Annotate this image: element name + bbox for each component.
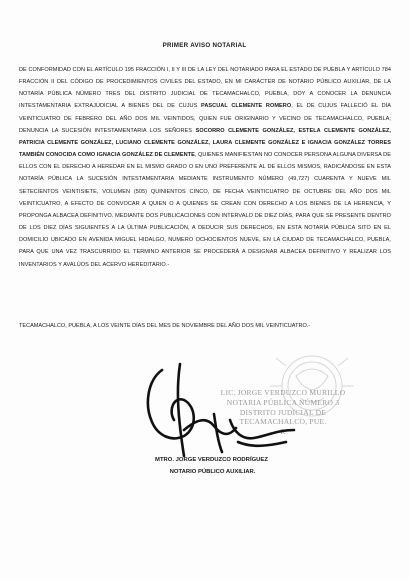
body-intro: DE CONFORMIDAD CON EL ARTÍCULO 195 FRACCIÓN I, II Y III DE LA LEY DEL NOTARIADO PARA EL ESTADO DE PUEBLA Y ARTÍCULO 784 FRACCIÓN II DEL CÓDIGO DE PROCEDIMIENTOS CIVILES DEL ESTADO, EN MI CARÁCTER DE NOTARIO PÚBLICO AUXILIAR, DE LA NOTARÍA PÚBLICA NÚMERO TRES DEL DISTRITO JUDICIAL DE TECAMACHALCO, PUEBLA, DOY A CONOCER LA DENUNCIA INTESTAMENTARIA EXTRAJUDICIAL A BIENES DEL DE CUJUS bbox=[19, 67, 391, 110]
signer-name: MTRO. JORGE VERDUZCO RODRÍGUEZ bbox=[155, 457, 268, 463]
signer-block bbox=[0, 455, 409, 478]
seal-line-name: LIC. JORGE VERDUZCO MURILLO bbox=[220, 388, 346, 397]
heirs-names: SOCORRO CLEMENTE GONZÁLEZ, ESTELA CLEMENTE GONZÁLEZ, PATRICIA CLEMENTE GONZÁLEZ, LUCIANO CLEMENTE GONZÁLEZ, LAURA CLEMENTE GONZÁLEZ E IGNACIA GONZÁLEZ TORRES TAMBIÉN CONOCIDA COMO IGNACIA GONZÁLEZ DE CLEMENTE bbox=[19, 127, 391, 159]
seal-line-notary: NOTARIA PÚBLICA NÚMERO 3 bbox=[226, 397, 340, 407]
deceased-name: PASCUAL CLEMENTE ROMERO bbox=[201, 103, 292, 110]
closing-date-line: TECAMACHALCO, PUEBLA, A LOS VEINTE DÍAS DEL MES DE NOVIEMBRE DEL AÑO DOS MIL VEINTICUATRO.- bbox=[19, 323, 311, 329]
notice-title: PRIMER AVISO NOTARIAL bbox=[162, 42, 247, 49]
body-middle: , EL DE CUJUS FALLECIÓ EL DÍA VEINTICUATRO DE FEBRERO DEL AÑO DOS MIL VEINTIDOS, QUIEN FUE ORIGINARIO Y VECINO DE TECAMACHALCO, PUEBLA; DENUNCIA LA SUCESIÓN INTESTAMENTARIA LOS SEÑORES bbox=[19, 103, 391, 134]
signer-role: NOTARIO PÚBLICO AUXILIAR. bbox=[169, 468, 256, 475]
body-rest: , QUIENES MANIFIESTAN NO CONOCER PERSONA ALGUNA DIVERSA DE ELLOS CON EL DERECHO A HEREDAR EN EL MISMO GRADO O EN UNO PREFERENTE AL DE ELLOS MISMOS, RADICÁNDOSE EN ESTA NOTARÍA PÚBLICA LA SUCESIÓN INTESTAMENTARIA MEDIANTE INSTRUMENTO NÚMERO (49,727) CUARENTA Y NUEVE MIL SETECIENTOS VEINTISIETE, VOLUMEN (505) QUINIENTOS CINCO, DE FECHA VEINTICUATRO DE OCTUBRE DEL AÑO DOS MIL VEINTICUATRO, A EFECTO DE CONVOCAR A QUIEN O A QUIENES SE CREAN CON DERECHO A LOS BIENES DE LA HERENCIA, Y PROPONGA ALBACEA DEFINITIVO. MEDIANTE DOS PUBLICACIONES CON INTERVALO DE DIEZ DÍAS, PARA QUE SE PRESENTE DENTRO DE LOS DIEZ DÍAS SIGUIENTES A LA ÚLTIMA PUBLICACIÓN, A DEDUCIR SUS DERECHOS, EN ESTA NOTARÍA PÚBLICA SITO EN EL DOMICILIO UBICADO EN AVENIDA MIGUEL HIDALGO, NUMERO OCHOCIENTOS NUEVE, EN LA CIUDAD DE TECAMACHALCO, PUEBLA, PARA QUE UNA VEZ TRASCURRIDO EL TERMINO ANTERIOR SE PROCEDERÁ A DESIGNAR ALBACEA DEFINITIVO Y REALIZAR LOS INVENTARIOS Y AVALÚOS DEL ACERVO HEREDITARIO.- bbox=[19, 152, 391, 268]
handwritten-signature bbox=[118, 360, 298, 468]
notice-body bbox=[19, 64, 391, 271]
seal-line-mark: R bbox=[280, 427, 286, 437]
seal-line-district: DISTRITO JUDICIAL DE bbox=[239, 407, 327, 417]
seal-line-city: TECAMACHALCO, PUE. bbox=[239, 417, 327, 427]
